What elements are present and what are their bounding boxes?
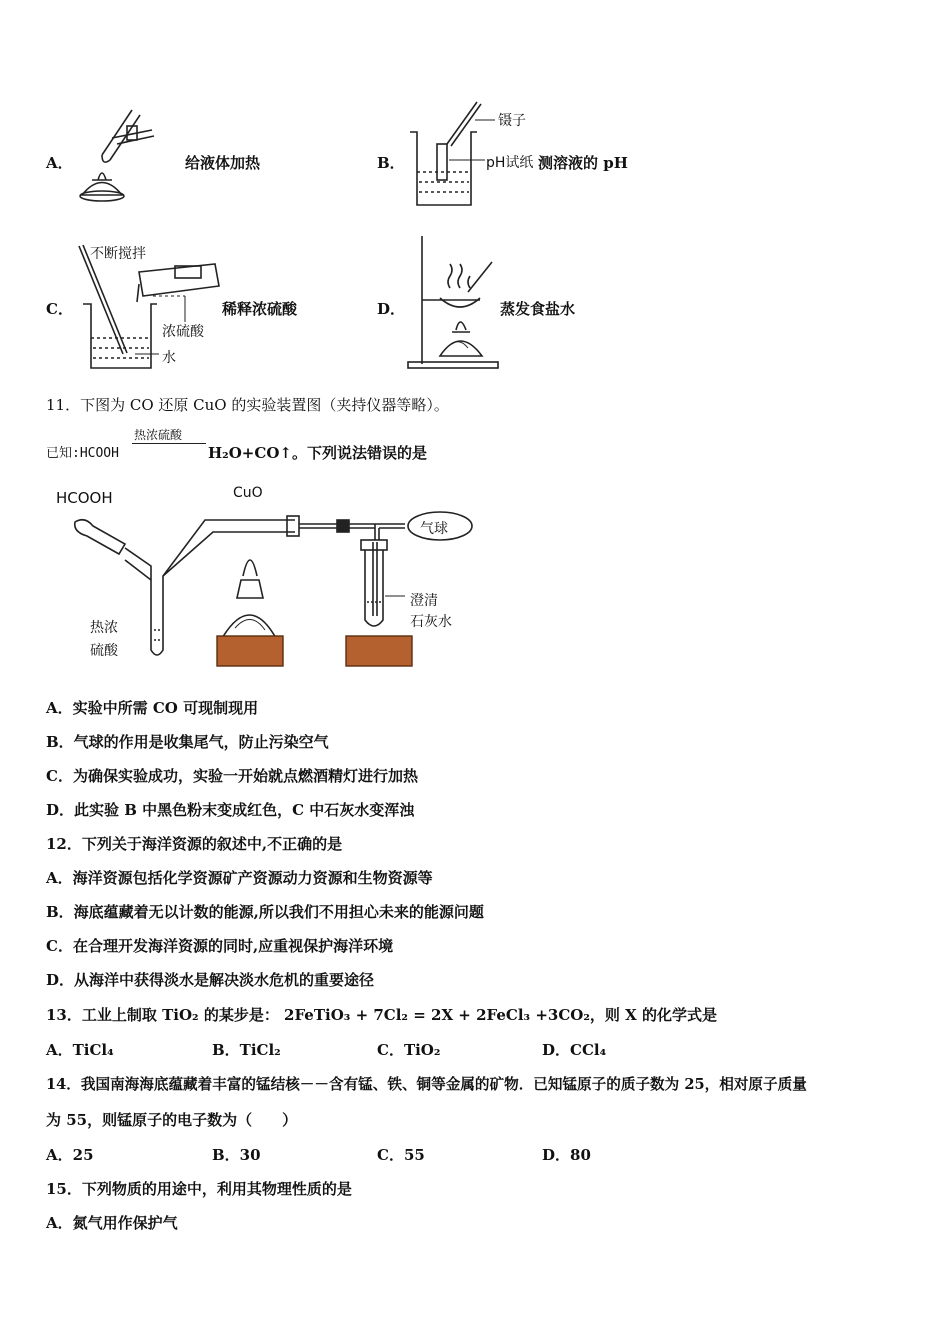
q11-option-b: B．气球的作用是收集尾气，防止污染空气 (46, 733, 329, 751)
label-balloon: 气球 (420, 521, 448, 537)
q12-option-c: C．在合理开发海洋资源的同时,应重视保护海洋环境 (46, 937, 394, 955)
q13-stem: 13．工业上制取 TiO₂ 的某步是： 2FeTiO₃ + 7Cl₂ = 2X + 2FeCl₃ +3CO₂，则 X 的化学式是 (46, 1006, 718, 1024)
q14-option-a: A．25 (46, 1146, 94, 1164)
label-hot-acid-1: 热浓 (90, 620, 118, 636)
option-caption: 稀释浓硫酸 (222, 300, 298, 318)
q14-stem-line1: 14．我国南海海底蕴藏着丰富的锰结核－－含有锰、铁、铜等金属的矿物．已知锰原子的质子数为 25，相对原子质量 (46, 1076, 807, 1093)
known-prefix: 已知:HCOOH (46, 446, 119, 461)
evaporation-figure (400, 232, 510, 372)
label-conc-acid: 浓硫酸 (162, 324, 204, 340)
q13-option-a: A．TiCl₄ (46, 1041, 114, 1059)
option-letter: D． (377, 300, 406, 318)
q14-stem-line2: 为 55，则锰原子的电子数为（ ） (46, 1111, 298, 1129)
label-limewater-1: 澄清 (410, 593, 438, 609)
label-limewater-2: 石灰水 (410, 614, 452, 630)
known-suffix: H₂O+CO↑。下列说法错误的是 (208, 444, 427, 462)
label-cuo: CuO (233, 485, 263, 501)
label-tweezers: 镊子 (498, 113, 526, 129)
q15-option-a: A．氮气用作保护气 (46, 1214, 178, 1232)
option-letter: C． (46, 300, 73, 318)
q15-stem: 15．下列物质的用途中，利用其物理性质的是 (46, 1180, 352, 1198)
label-ph-paper: pH试纸 (486, 155, 534, 171)
q14-option-d: D．80 (542, 1146, 591, 1164)
q13-option-c: C．TiO₂ (377, 1041, 441, 1059)
q13-option-b: B．TiCl₂ (212, 1041, 281, 1059)
q12-option-d: D．从海洋中获得淡水是解决淡水危机的重要途径 (46, 971, 375, 989)
q14-option-b: B．30 (212, 1146, 261, 1164)
option-caption: 测溶液的 pH (538, 154, 628, 172)
q11-option-a: A．实验中所需 CO 可现制现用 (46, 699, 259, 717)
known-condition: 热浓硫酸 (134, 428, 183, 442)
co-reduction-apparatus (55, 480, 485, 670)
label-water: 水 (162, 350, 176, 366)
q14-option-c: C．55 (377, 1146, 425, 1164)
label-hot-acid-2: 硫酸 (90, 643, 118, 659)
q12-stem: 12．下列关于海洋资源的叙述中,不正确的是 (46, 835, 343, 853)
option-caption: 蒸发食盐水 (500, 300, 576, 318)
q11-option-d: D．此实验 B 中黑色粉末变成红色，C 中石灰水变浑浊 (46, 801, 415, 819)
label-stir: 不断搅拌 (90, 246, 146, 262)
option-caption: 给液体加热 (185, 154, 261, 172)
q12-option-a: A．海洋资源包括化学资源矿产资源动力资源和生物资源等 (46, 869, 433, 887)
q11-stem: 11．下图为 CO 还原 CuO 的实验装置图（夹持仪器等略）。 (46, 396, 449, 414)
q13-option-d: D．CCl₄ (542, 1041, 607, 1059)
reaction-arrow (132, 443, 206, 444)
option-letter: B． (377, 154, 405, 172)
option-letter: A． (46, 154, 73, 172)
q11-option-c: C．为确保实验成功，实验一开始就点燃酒精灯进行加热 (46, 767, 418, 785)
q12-option-b: B．海底蕴藏着无以计数的能源,所以我们不用担心未来的能源问题 (46, 903, 484, 921)
liquid-heating-figure (72, 100, 182, 210)
label-hcooh: HCOOH (56, 489, 113, 507)
